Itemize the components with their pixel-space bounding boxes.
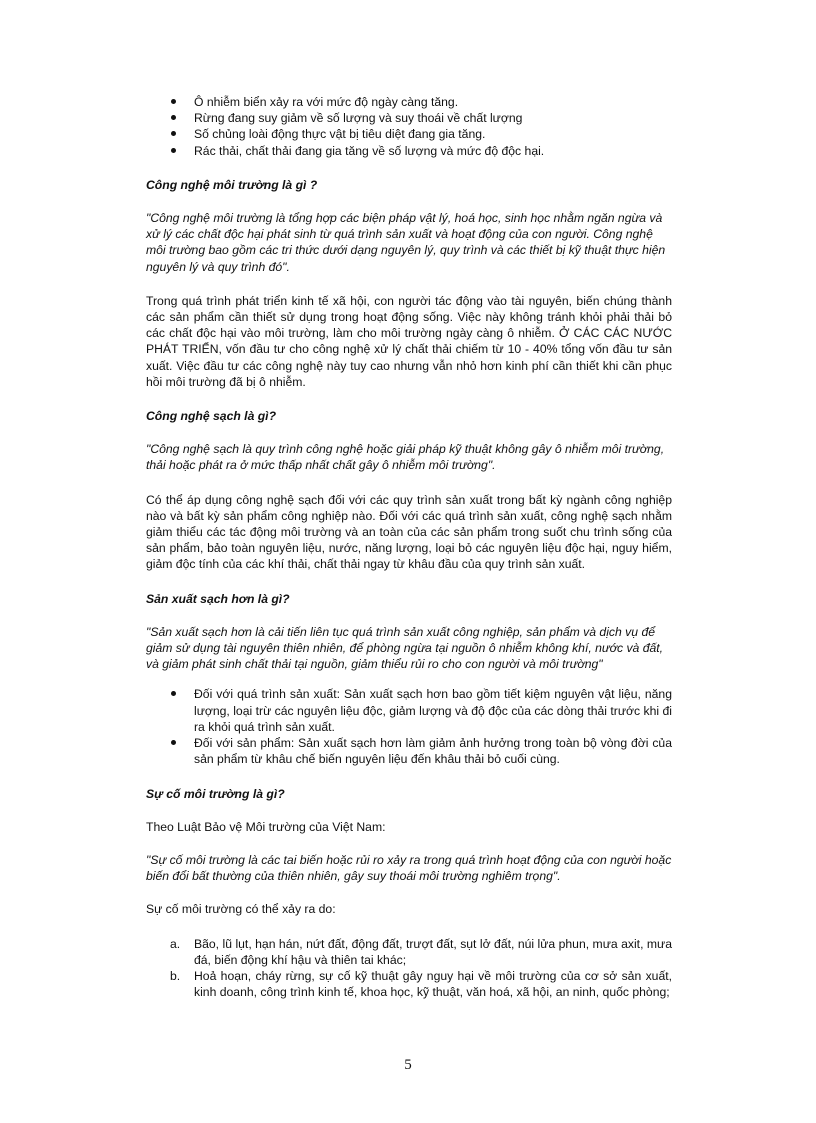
causes-list bbox=[146, 936, 672, 1001]
page-content bbox=[146, 94, 672, 1000]
list-item: Rác thải, chất thải đang gia tăng về số lượng và mức độ độc hại. bbox=[146, 143, 672, 159]
law-reference: Theo Luật Bảo vệ Môi trường của Việt Nam: bbox=[146, 819, 386, 834]
bullet-icon bbox=[171, 691, 176, 696]
definition-quote: "Công nghệ môi trường là tổng hợp các biện pháp vật lý, hoá học, sinh học nhằm ngăn ngừa và xử lý các chất độc hại phát sinh từ quá trình sản xuất và hoạt động của con người. Công nghệ môi trường bao gồm các tri thức dưới dạng nguyên lý, quy trình và các thiết bị kỹ thuật thực hiện nguyên lý và quy trình đó". bbox=[146, 211, 666, 274]
section-heading-environmental-incident: Sự cố môi trường là gì? bbox=[146, 786, 285, 801]
bullet-icon bbox=[171, 131, 176, 136]
bullet-icon bbox=[171, 115, 176, 120]
page-number: 5 bbox=[404, 1057, 412, 1073]
section-heading-clean-technology: Công nghệ sạch là gì? bbox=[146, 409, 277, 424]
list-item: Số chủng loài động thực vật bị tiêu diệt đang gia tăng. bbox=[146, 126, 672, 142]
list-item: Rừng đang suy giảm về số lượng và suy thoái về chất lượng bbox=[146, 110, 672, 126]
bullet-icon bbox=[171, 148, 176, 153]
definition-quote: "Sự cố môi trường là các tai biến hoặc rủi ro xảy ra trong quá trình hoạt động của con người hoặc biến đổi bất thường của thiên nhiên, gây suy thoái môi trường nghiêm trọng". bbox=[146, 852, 672, 884]
causes-intro: Sự cố môi trường có thể xảy ra do: bbox=[146, 902, 336, 917]
list-item: b. Hoả hoạn, cháy rừng, sự cố kỹ thuật gây nguy hại về môi trường của cơ sở sản xuất, kinh doanh, công trình kinh tế, khoa học, kỹ thuật, văn hoá, xã hội, an ninh, quốc phòng; bbox=[170, 968, 672, 1000]
body-paragraph: Trong quá trình phát triển kinh tế xã hội, con người tác động vào tài nguyên, biến chúng thành các sản phẩm cần thiết sử dụng trong hoạt động sống. Việc này không tránh khỏi phải thải bỏ các chất độc hại vào môi trường, làm cho môi trường ngày càng ô nhiễm. Ở CÁC CÁC NƯỚC PHÁT TRIỂN, vốn đầu tư cho công nghệ xử lý chất thải chiếm từ 10 - 40% tổng vốn đầu tư sản xuất. Việc đầu tư các công nghệ này tuy cao nhưng vẫn nhỏ hơn kinh phí cần thiết khi cần phục hồi môi trường đã bị ô nhiễm. bbox=[146, 293, 672, 389]
cleaner-production-bullet-list bbox=[146, 686, 672, 767]
bullet-icon bbox=[171, 740, 176, 745]
list-item: Đối với quá trình sản xuất: Sản xuất sạch hơn bao gồm tiết kiệm nguyên vật liệu, năng lượng, loại trừ các nguyên liệu độc, giảm lượng và độ độc của các dòng thải trước khi đi ra khỏi quá trình sản xuất. bbox=[146, 686, 672, 735]
list-item: Ô nhiễm biển xảy ra với mức độ ngày càng tăng. bbox=[146, 94, 672, 110]
bullet-icon bbox=[171, 99, 176, 104]
body-paragraph: Có thể áp dụng công nghệ sạch đối với các quy trình sản xuất trong bất kỳ ngành công nghiệp nào và bất kỳ sản phẩm công nghiệp nào. Đối với các quá trình sản xuất, công nghệ sạch nhằm giảm thiểu các tác động môi trường và an toàn của các sản phẩm trong suốt chu trình sống của sản phẩm, bảo toàn nguyên liệu, nước, năng lượng, loại bỏ các nguyên liệu độc hại, nguy hiểm, giảm độc tính của các khí thải, chất thải ngay từ khâu đầu của quy trình sản xuất. bbox=[146, 492, 672, 572]
top-bullet-list bbox=[146, 94, 672, 159]
list-item: a. Bão, lũ lụt, hạn hán, nứt đất, động đất, trượt đất, sụt lở đất, núi lửa phun, mưa axit, mưa đá, biến động khí hậu và thiên tai khác; bbox=[170, 936, 672, 967]
list-item: Đối với sản phẩm: Sản xuất sạch hơn làm giảm ảnh hưởng trong toàn bộ vòng đời của sản phẩm từ khâu chế biến nguyên liệu đến khâu thải bỏ cuối cùng. bbox=[146, 735, 672, 767]
section-heading-environmental-technology: Công nghệ môi trường là gì ? bbox=[146, 177, 318, 192]
section-heading-cleaner-production: Sản xuất sạch hơn là gì? bbox=[146, 591, 290, 606]
definition-quote: "Công nghệ sạch là quy trình công nghệ hoặc giải pháp kỹ thuật không gây ô nhiễm môi trường, thải hoặc phát ra ở mức thấp nhất chất gây ô nhiễm môi trường". bbox=[146, 442, 665, 473]
definition-quote: "Sản xuất sạch hơn là cải tiến liên tục quá trình sản xuất công nghiệp, sản phẩm và dịch vụ để giảm sử dụng tài nguyên thiên nhiên, để phòng ngừa tại nguồn ô nhiễm không khí, nước và đất, và giảm phát sinh chất thải tại nguồn, giảm thiểu rủi ro cho con người và môi trường" bbox=[146, 624, 664, 672]
